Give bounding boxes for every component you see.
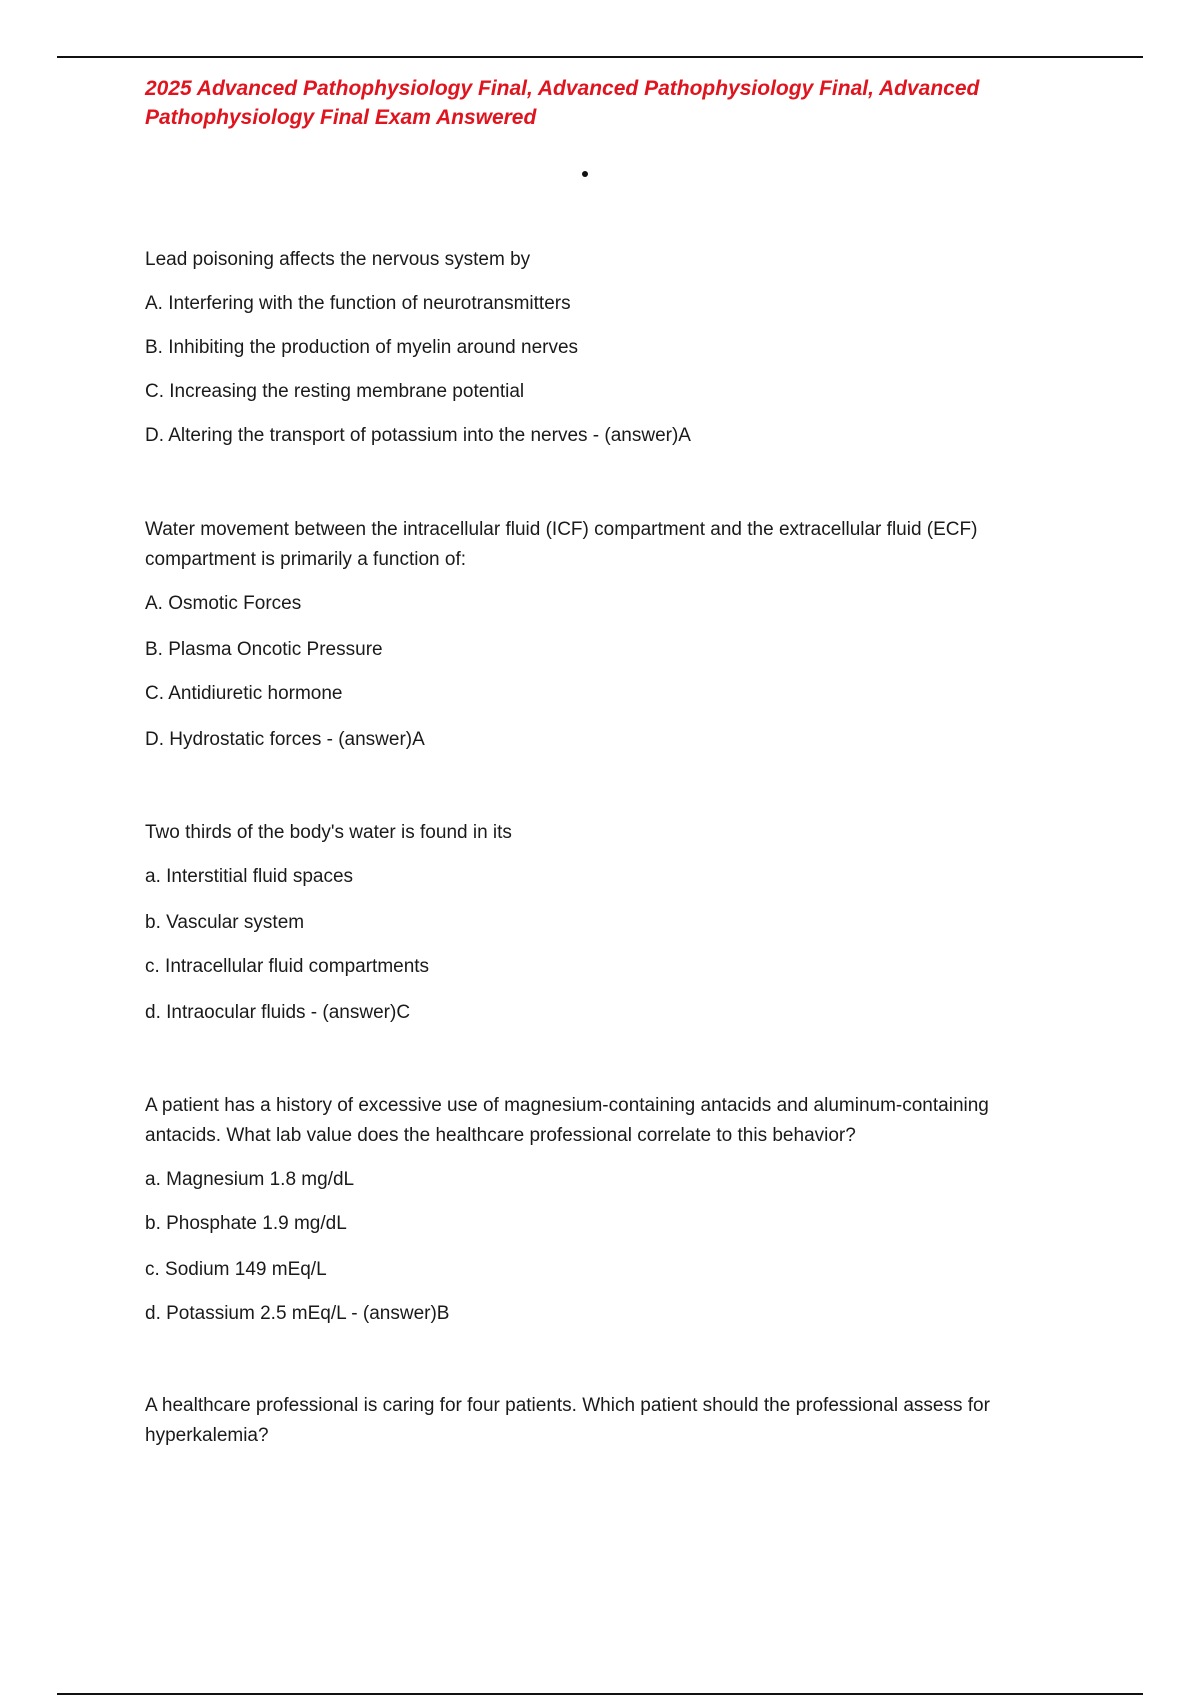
document-title: 2025 Advanced Pathophysiology Final, Advanced Pathophysiology Final, Advanced Pathophysiology Final Exam Answered <box>145 77 980 129</box>
answer-option: A. Interfering with the function of neurotransmitters <box>145 293 571 314</box>
question-block <box>145 818 1065 1028</box>
answer-option: A. Osmotic Forces <box>145 593 302 614</box>
question-block <box>145 245 1065 451</box>
answer-option: b. Vascular system <box>145 912 305 933</box>
question-text: A healthcare professional is caring for four patients. Which patient should the professional assess for hyperkalemia? <box>145 1395 990 1446</box>
answer-option: b. Phosphate 1.9 mg/dL <box>145 1213 347 1234</box>
question-text: Water movement between the intracellular fluid (ICF) compartment and the extracellular fluid (ECF) compartment is primarily a function of: <box>145 519 978 570</box>
question-block <box>145 1091 1065 1329</box>
bullet-point <box>582 171 588 177</box>
answer-option: C. Antidiuretic hormone <box>145 683 343 704</box>
top-rule <box>57 56 1143 58</box>
answer-option: B. Inhibiting the production of myelin around nerves <box>145 337 579 358</box>
answer-option: D. Hydrostatic forces - (answer)A <box>145 729 425 750</box>
question-text: Two thirds of the body's water is found in its <box>145 822 512 843</box>
question-text: Lead poisoning affects the nervous system by <box>145 249 531 270</box>
bottom-rule <box>57 1693 1143 1695</box>
question-block <box>145 515 1065 755</box>
answer-option: c. Intracellular fluid compartments <box>145 956 430 977</box>
answer-option: B. Plasma Oncotic Pressure <box>145 639 383 660</box>
answer-option: a. Interstitial fluid spaces <box>145 866 354 887</box>
answer-option: d. Potassium 2.5 mEq/L - (answer)B <box>145 1303 450 1324</box>
question-block <box>145 1391 1065 1451</box>
question-text: A patient has a history of excessive use of magnesium-containing antacids and aluminum-containing antacids. What lab value does the healthcare professional correlate to this behavior? <box>145 1095 989 1146</box>
answer-option: c. Sodium 149 mEq/L <box>145 1259 327 1280</box>
answer-option: C. Increasing the resting membrane potential <box>145 381 525 402</box>
answer-option: D. Altering the transport of potassium into the nerves - (answer)A <box>145 425 691 446</box>
answer-option: a. Magnesium 1.8 mg/dL <box>145 1169 355 1190</box>
answer-option: d. Intraocular fluids - (answer)C <box>145 1002 411 1023</box>
